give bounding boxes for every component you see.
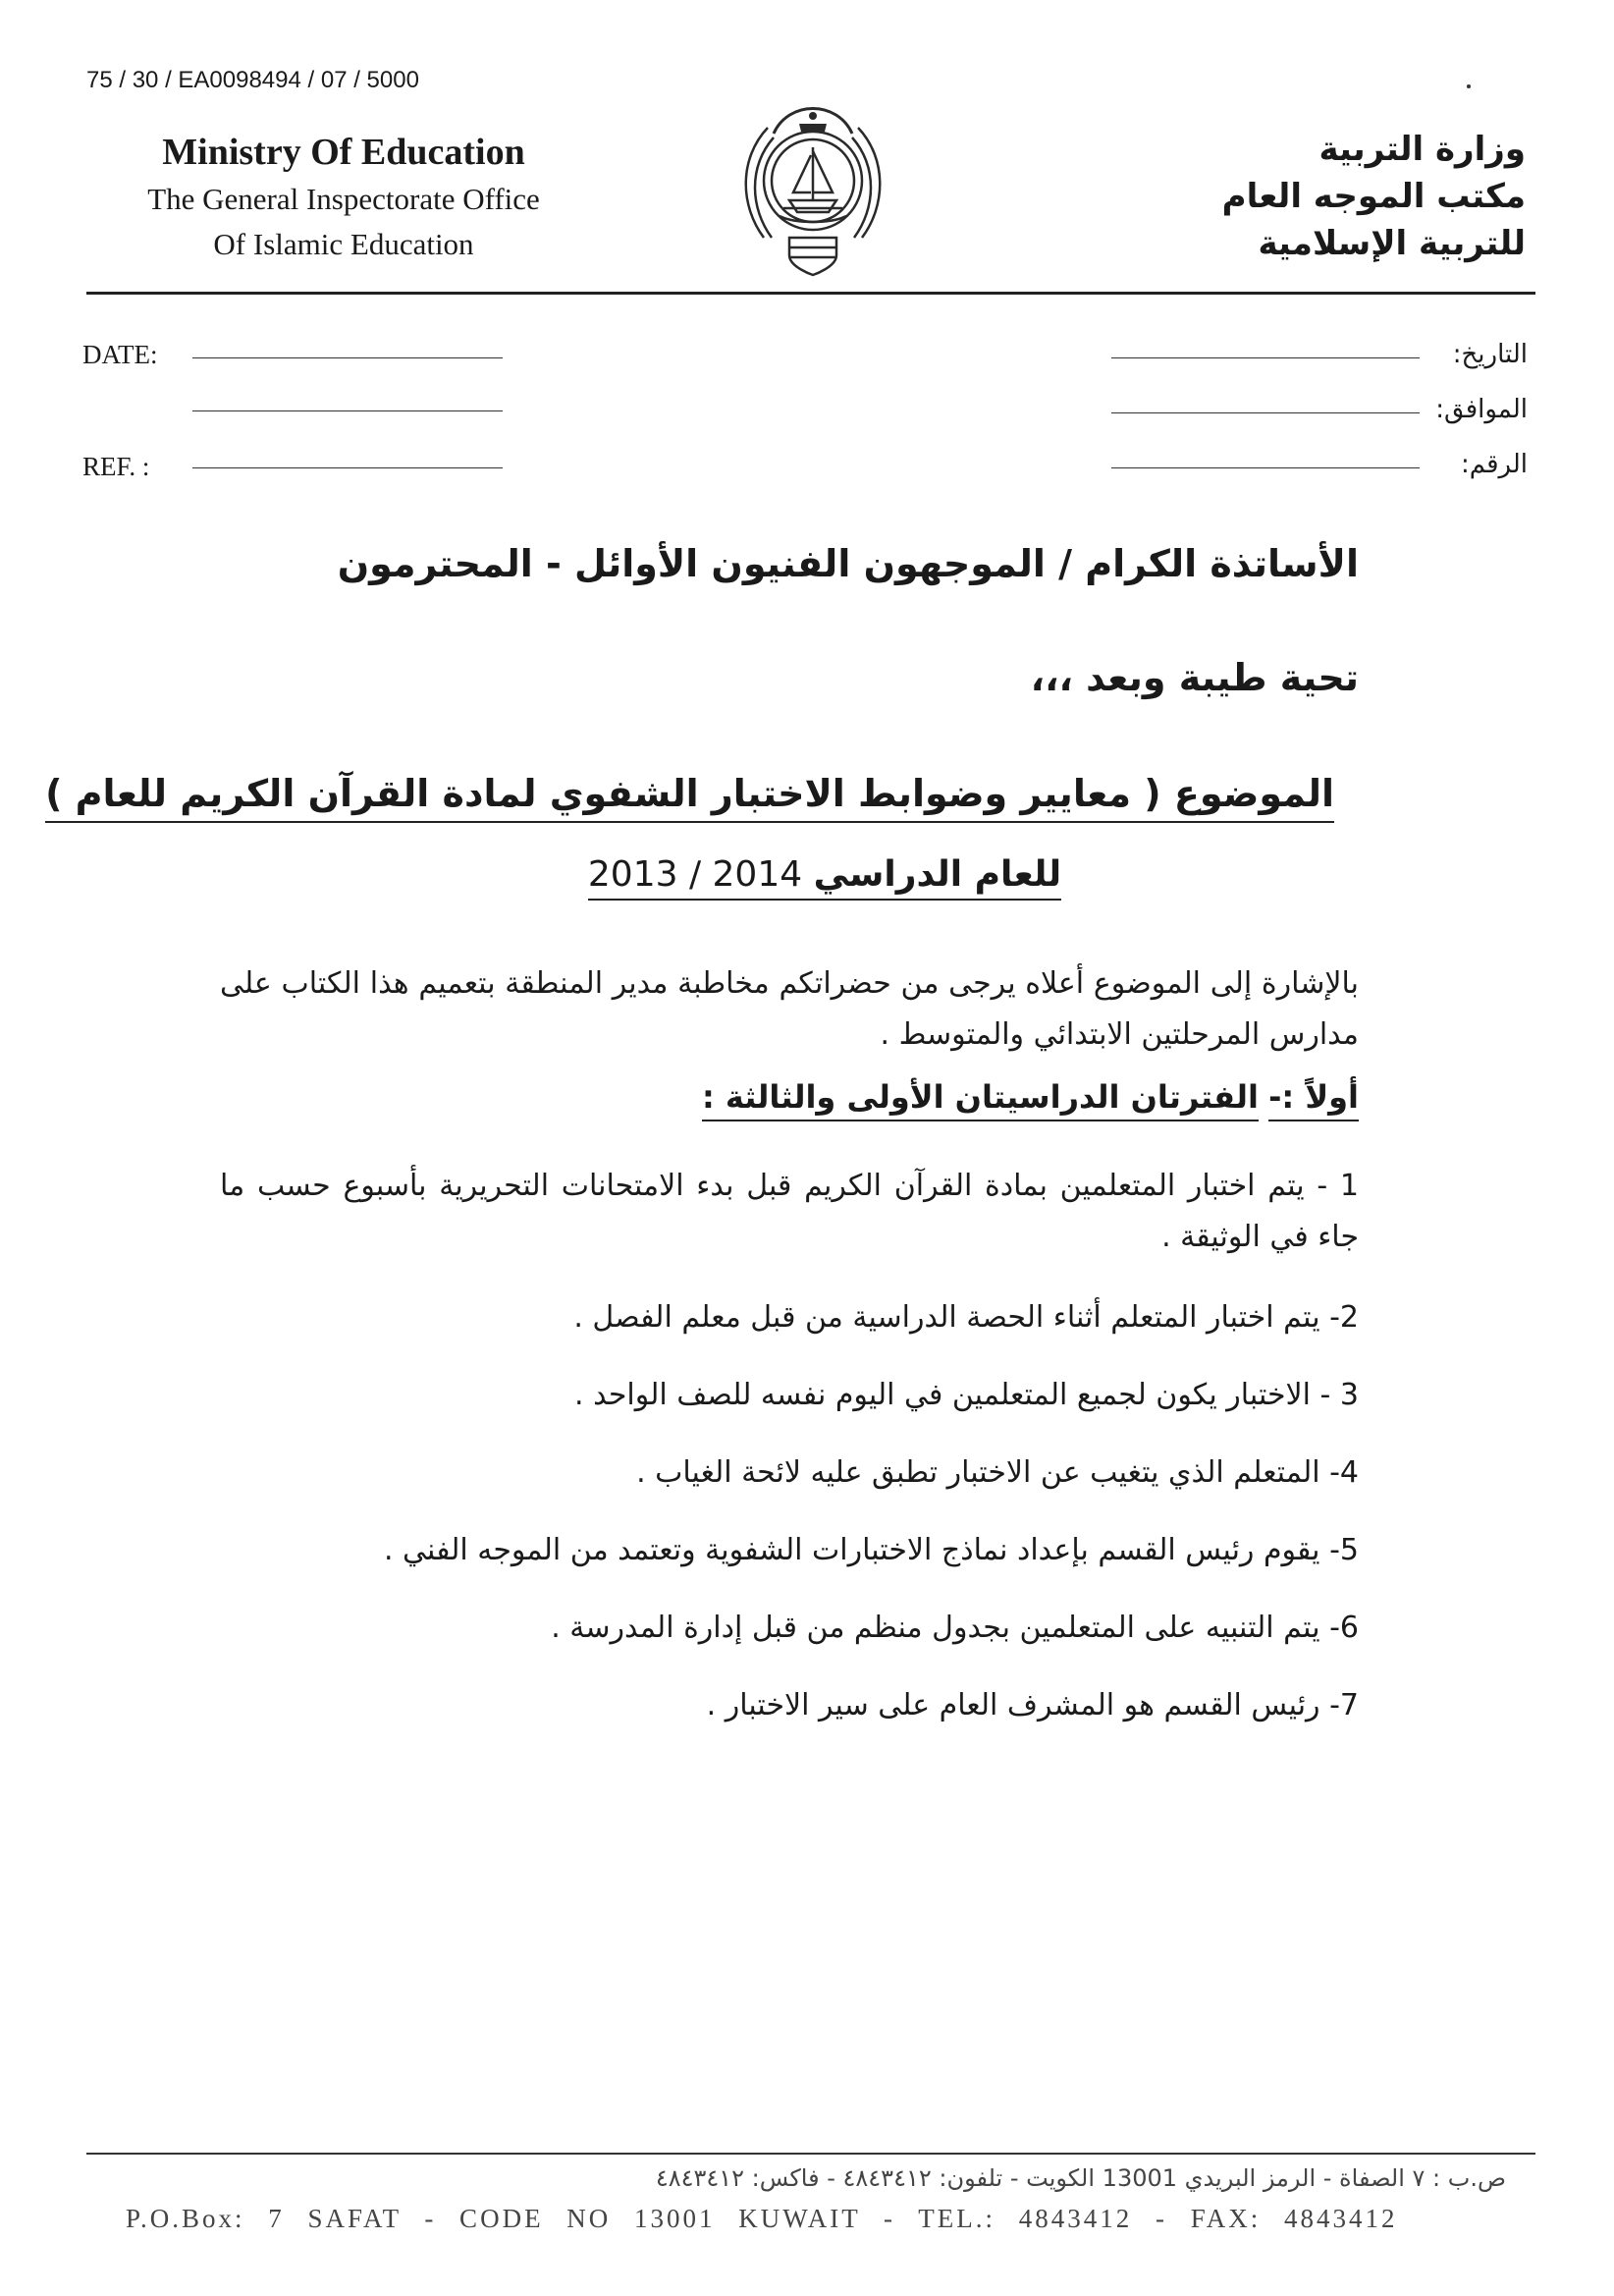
greeting: تحية طيبة وبعد ،،، (1030, 656, 1359, 699)
number-label-ar: الرقم: (1461, 450, 1528, 479)
kuwait-emblem-icon (734, 90, 891, 277)
subject-line: الموضوع ( معايير وضوابط الاختبار الشفوي لمادة القرآن الكريم للعام ) (45, 772, 1334, 823)
office-line1-en: The General Inspectorate Office (147, 182, 540, 216)
footer-divider (86, 2153, 1535, 2155)
scan-dot (1467, 84, 1471, 88)
corresponding-label-ar: الموافق: (1435, 395, 1528, 424)
letterhead-english (108, 128, 579, 267)
list-item: 1 - يتم اختبار المتعلمين بمادة القرآن الكريم قبل بدء الامتحانات التحريرية بأسبوع حسب ما جاء في الوثيقة . (220, 1169, 1359, 1254)
list-item: 7- رئيس القسم هو المشرف العام على سير الاختبار . (706, 1688, 1359, 1722)
date-label-en: DATE: (82, 340, 158, 369)
reference-code: 75 / 30 / EA0098494 / 07 / 5000 (86, 67, 419, 93)
office-line2-en: Of Islamic Education (213, 227, 474, 261)
section-label: أولاً :- (1268, 1078, 1359, 1121)
header-divider (86, 292, 1535, 295)
list-item: 5- يقوم رئيس القسم بإعداد نماذج الاختبارات الشفوية وتعتمد من الموجه الفني . (383, 1533, 1359, 1567)
ministry-name-ar: وزارة التربية (1318, 130, 1526, 169)
subject-year-label: للعام الدراسي (813, 854, 1062, 895)
blank-line-en[interactable] (192, 410, 503, 411)
footer-address-en: P.O.Box: 7 SAFAT - CODE NO 13001 KUWAIT - TEL.: 4843412 - FAX: 4843412 (126, 2204, 1398, 2233)
corresponding-blank-ar[interactable] (1111, 412, 1420, 413)
letterhead-arabic (1054, 126, 1526, 267)
date-blank-ar[interactable] (1111, 357, 1420, 358)
ministry-name-en: Ministry Of Education (162, 132, 525, 173)
subject-year-value: 2013 / 2014 (587, 854, 803, 895)
number-blank-ar[interactable] (1111, 467, 1420, 468)
list-item: 4- المتعلم الذي يتغيب عن الاختبار تطبق عليه لائحة الغياب . (636, 1455, 1359, 1490)
ref-blank-en[interactable] (192, 467, 503, 468)
list-item: 3 - الاختبار يكون لجميع المتعلمين في اليوم نفسه للصف الواحد . (574, 1378, 1359, 1412)
section-heading (702, 1078, 1359, 1116)
office-line1-ar: مكتب الموجه العام (1221, 177, 1526, 216)
date-label-ar: التاريخ: (1452, 340, 1528, 369)
intro-paragraph: بالإشارة إلى الموضوع أعلاه يرجى من حضراتكم مخاطبة مدير المنطقة بتعميم هذا الكتاب على مدارس المرحلتين الابتدائي والمتوسط . (220, 966, 1359, 1052)
list-item: 2- يتم اختبار المتعلم أثناء الحصة الدراسية من قبل معلم الفصل . (573, 1300, 1359, 1335)
ref-label-en: REF. : (82, 452, 150, 481)
section-title: الفترتان الدراسيتان الأولى والثالثة : (702, 1078, 1259, 1121)
criteria-list (220, 1161, 1359, 1758)
list-item: 6- يتم التنبيه على المتعلمين بجدول منظم من قبل إدارة المدرسة . (551, 1611, 1359, 1645)
office-line2-ar: للتربية الإسلامية (1258, 224, 1526, 263)
addressee: الأساتذة الكرام / الموجهون الفنيون الأوائل - المحترمون (337, 542, 1359, 585)
footer-address-ar: ص.ب : ٧ الصفاة - الرمز البريدي 13001 الكويت - تلفون: ٤٨٤٣٤١٢ - فاكس: ٤٨٤٣٤١٢ (655, 2164, 1506, 2192)
date-blank-en[interactable] (192, 357, 503, 358)
subject-year (550, 854, 1100, 904)
